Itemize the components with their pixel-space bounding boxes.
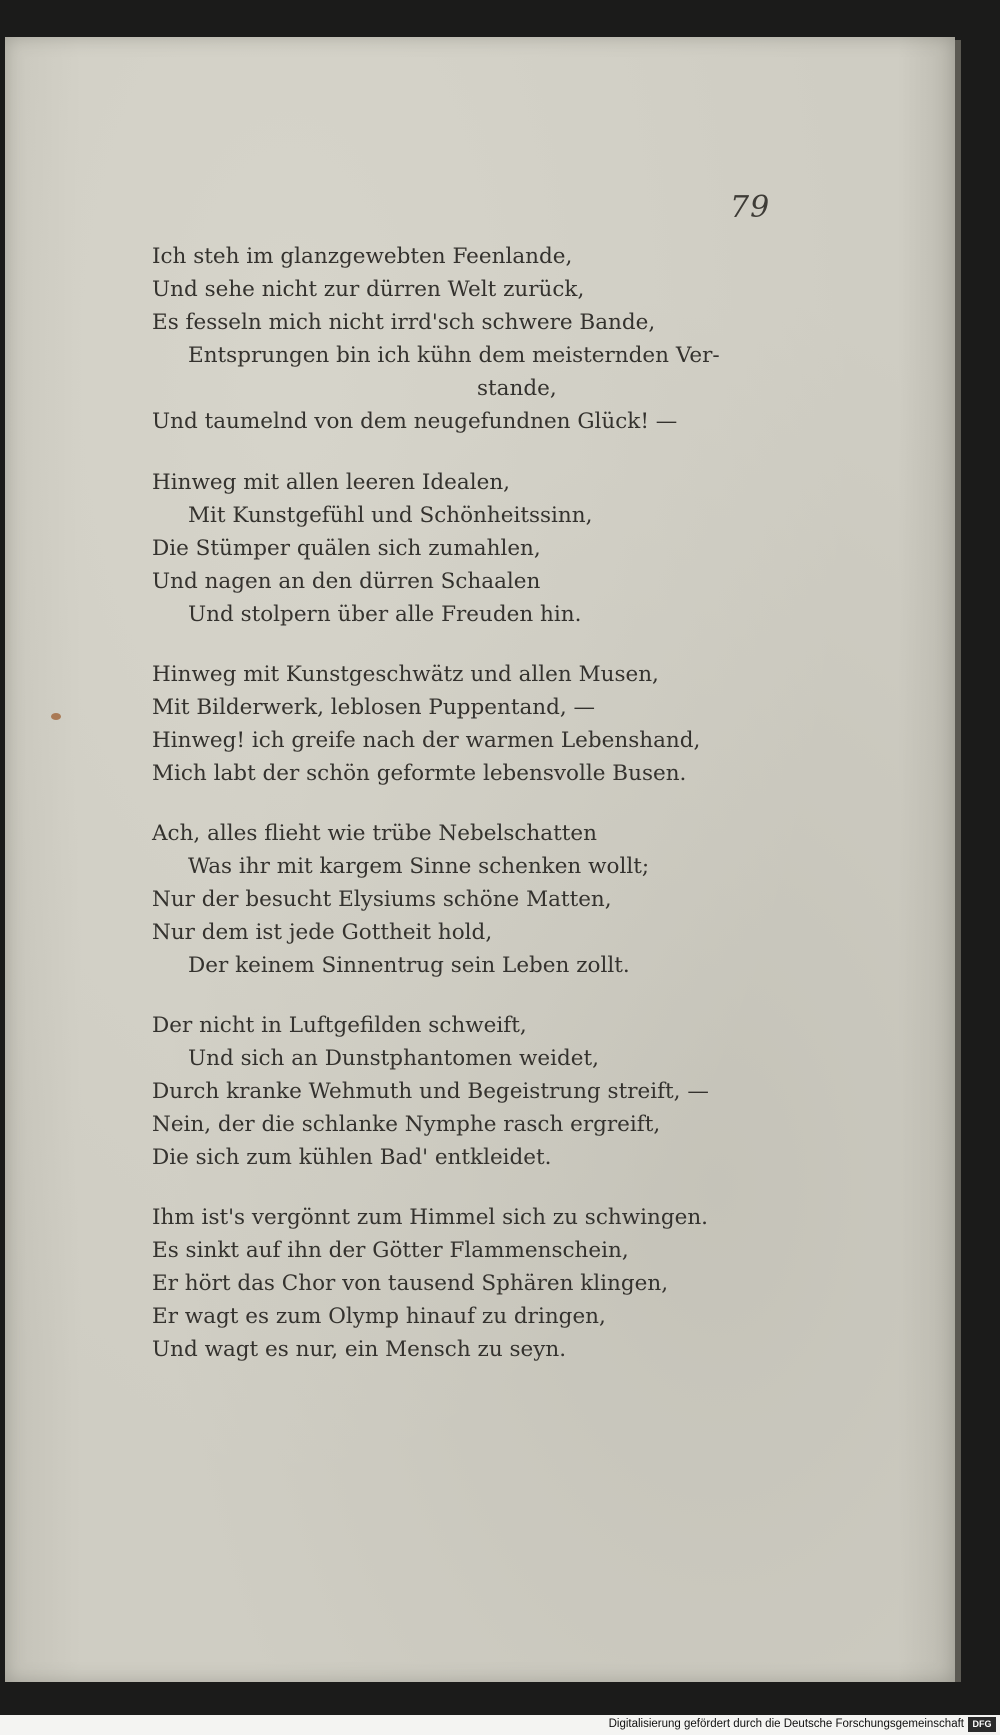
poem-line: Entsprungen bin ich kühn dem meisternden Ver- bbox=[188, 343, 720, 368]
poem-stanza bbox=[152, 466, 752, 631]
poem-line: Er wagt es zum Olymp hinauf zu dringen, bbox=[152, 1304, 606, 1329]
funding-credit: Digitalisierung gefördert durch die Deutsche Forschungsgemeinschaft bbox=[608, 1718, 964, 1730]
poem-line: Der keinem Sinnentrug sein Leben zollt. bbox=[188, 953, 630, 978]
dfg-logo-icon: DFG bbox=[968, 1717, 996, 1732]
poem-line: Und stolpern über alle Freuden hin. bbox=[188, 602, 582, 627]
page-number: 79 bbox=[730, 190, 771, 225]
poem-line: Durch kranke Wehmuth und Begeistrung streift, — bbox=[152, 1079, 709, 1104]
poem-line: Er hört das Chor von tausend Sphären klingen, bbox=[152, 1271, 669, 1296]
poem-line: Und sehe nicht zur dürren Welt zurück, bbox=[152, 277, 585, 302]
poem-line: Mit Kunstgefühl und Schönheitssinn, bbox=[188, 503, 593, 528]
poem-line: Es fesseln mich nicht irrd'sch schwere Bande, bbox=[152, 310, 656, 335]
poem-line: Hinweg mit Kunstgeschwätz und allen Musen, bbox=[152, 662, 659, 687]
poem-stanza bbox=[152, 1201, 752, 1366]
poem-line: Nur der besucht Elysiums schöne Matten, bbox=[152, 887, 612, 912]
poem-body bbox=[152, 240, 752, 1393]
poem-line: Hinweg mit allen leeren Idealen, bbox=[152, 470, 510, 495]
poem-line: Es sinkt auf ihn der Götter Flammenschein, bbox=[152, 1238, 629, 1263]
poem-line: Die Stümper quälen sich zumahlen, bbox=[152, 536, 541, 561]
paper-stain bbox=[51, 713, 61, 720]
poem-line: Was ihr mit kargem Sinne schenken wollt; bbox=[188, 854, 650, 879]
poem-line: Die sich zum kühlen Bad' entkleidet. bbox=[152, 1145, 552, 1170]
poem-stanza bbox=[152, 817, 752, 982]
poem-line: Ihm ist's vergönnt zum Himmel sich zu schwingen. bbox=[152, 1205, 708, 1230]
poem-line: Und wagt es nur, ein Mensch zu seyn. bbox=[152, 1337, 567, 1362]
poem-stanza bbox=[152, 240, 752, 438]
poem-line: Ach, alles flieht wie trübe Nebelschatten bbox=[152, 821, 597, 846]
poem-line: Ich steh im glanzgewebten Feenlande, bbox=[152, 244, 573, 269]
poem-line: Und nagen an den dürren Schaalen bbox=[152, 569, 541, 594]
poem-line: Der nicht in Luftgefilden schweift, bbox=[152, 1013, 527, 1038]
footer-bar bbox=[0, 1715, 1000, 1735]
poem-line: stande, bbox=[477, 376, 557, 401]
poem-line: Und sich an Dunstphantomen weidet, bbox=[188, 1046, 599, 1071]
poem-line: Mich labt der schön geformte lebensvolle Busen. bbox=[152, 761, 687, 786]
poem-line: Mit Bilderwerk, leblosen Puppentand, — bbox=[152, 695, 596, 720]
poem-line: Hinweg! ich greife nach der warmen Lebenshand, bbox=[152, 728, 701, 753]
poem-line: Und taumelnd von dem neugefundnen Glück! — bbox=[152, 409, 678, 434]
poem-stanza bbox=[152, 1009, 752, 1174]
poem-line: Nur dem ist jede Gottheit hold, bbox=[152, 920, 493, 945]
poem-stanza bbox=[152, 658, 752, 790]
poem-line: Nein, der die schlanke Nymphe rasch ergreift, bbox=[152, 1112, 661, 1137]
page-edge bbox=[955, 40, 961, 1682]
